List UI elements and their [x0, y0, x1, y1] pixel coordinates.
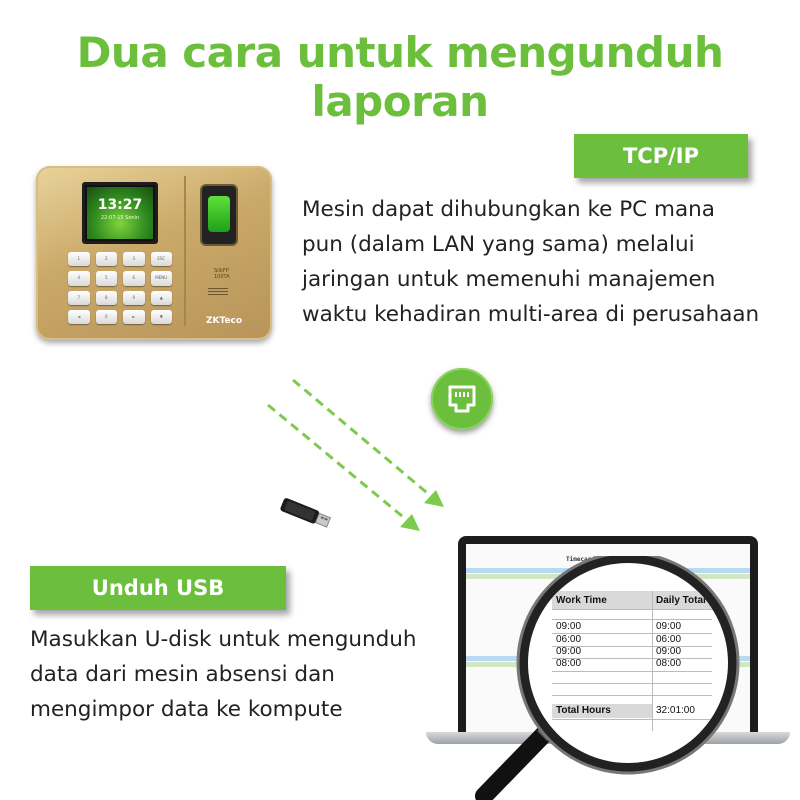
tcp-line: Mesin dapat dihubungkan ke PC mana [302, 197, 715, 222]
device-key: 3 [123, 252, 145, 266]
usb-download-tag: Unduh USB [30, 566, 286, 610]
usb-stick-icon [274, 494, 336, 534]
work-time-cell: 09:00 [556, 646, 582, 657]
device-key: 9 [123, 291, 145, 305]
work-time-cell: 09:00 [556, 621, 582, 632]
daily-total-header: Daily Total [656, 595, 706, 606]
device-key: 5 [96, 271, 118, 285]
daily-total-cell: 08:00 [656, 658, 682, 669]
daily-total-cell: 09:00 [656, 621, 682, 632]
usb-line: data dari mesin absensi dan [30, 662, 335, 687]
device-key: ► [123, 310, 145, 324]
work-time-cell: 08:00 [556, 658, 582, 669]
device-model-line: 100TA [214, 274, 230, 280]
device-key: 6 [123, 271, 145, 285]
usb-line: Masukkan U-disk untuk mengunduh [30, 627, 417, 652]
device-key: ESC [151, 252, 173, 266]
daily-total-cell: 06:00 [656, 634, 682, 645]
device-key: 0 [96, 310, 118, 324]
timecard-report-title: Timecard Re [566, 556, 606, 563]
device-key: 8 [96, 291, 118, 305]
usb-description [30, 622, 450, 727]
device-key: 4 [68, 271, 90, 285]
device-model-line: SilkFP [214, 268, 229, 274]
tcp-line: jaringan untuk memenuhi manajemen [302, 267, 716, 292]
device-key: 1 [68, 252, 90, 266]
magnifier-lens [528, 563, 728, 763]
device-date: 22-07-15 Senin [100, 215, 140, 221]
device-brand-logo: ZKTeco [206, 316, 243, 326]
device-key: MENU [151, 271, 173, 285]
page-title: Dua cara untuk mengunduh laporan [76, 28, 724, 126]
daily-total-cell: 09:00 [656, 646, 682, 657]
tcp-ip-tag: TCP/IP [574, 134, 748, 178]
total-hours-label: Total Hours [556, 705, 611, 716]
device-key: ▼ [151, 310, 173, 324]
usb-line: mengimpor data ke kompute [30, 697, 343, 722]
work-time-header: Work Time [556, 595, 607, 606]
device-key: ▲ [151, 291, 173, 305]
tcp-line: waktu kehadiran multi-area di perusahaan [302, 302, 760, 327]
work-time-cell: 06:00 [556, 634, 582, 645]
device-key: ◄ [68, 310, 90, 324]
device-key: 7 [68, 291, 90, 305]
total-hours-value: 32:01:00 [656, 705, 695, 716]
device-time: 13:27 [97, 197, 143, 213]
device-key: 2 [96, 252, 118, 266]
tcp-line: pun (dalam LAN yang sama) melalui [302, 232, 695, 257]
